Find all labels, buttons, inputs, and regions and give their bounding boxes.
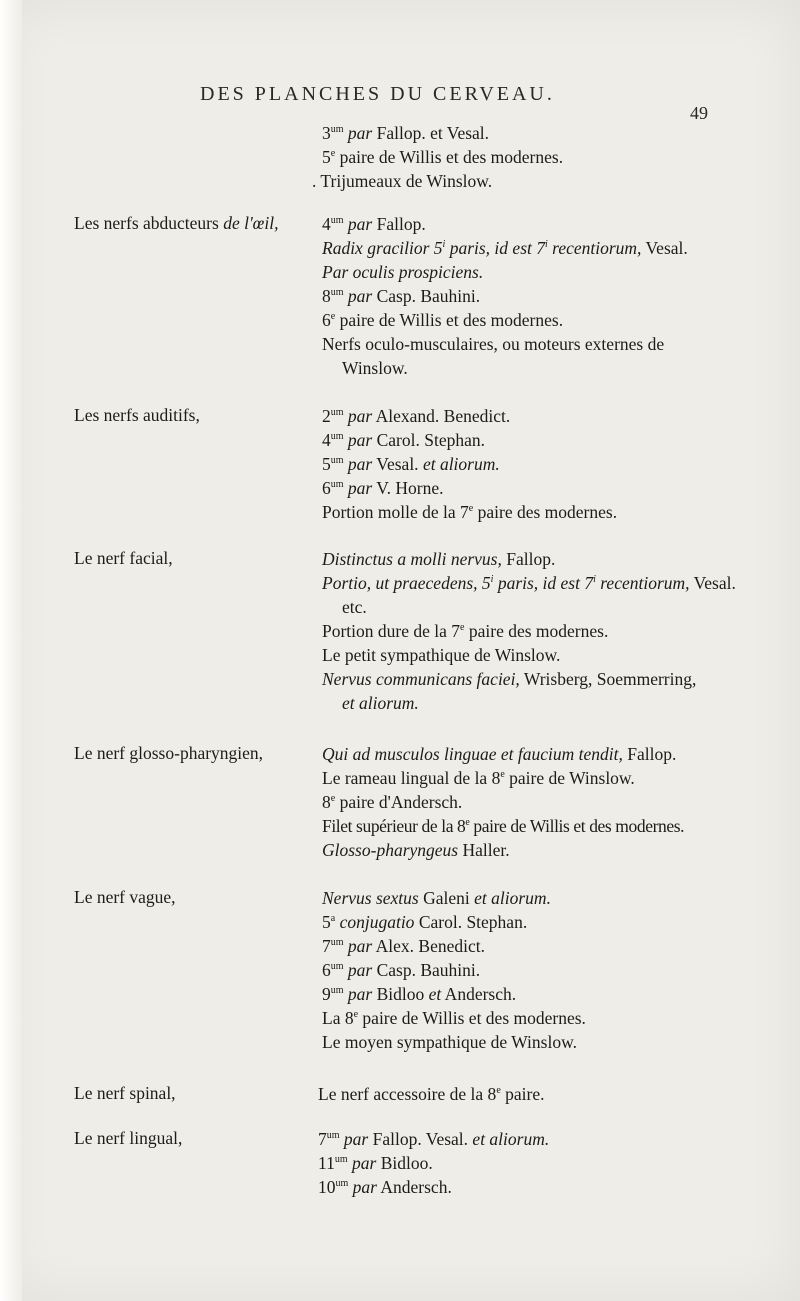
synonym-line: $10^{um}$ par Andersch. (318, 1177, 452, 1197)
synonym-line: $3^{um}$ par Fallop. et Vesal. (322, 123, 490, 143)
synonym-line: $6^{um}$ par V. Horne. (322, 478, 444, 498)
synonym-line: $11^{um}$ par Bidloo. (318, 1153, 433, 1173)
synonym-line: $6^{um}$ par Casp. Bauhini. (322, 960, 481, 980)
synonym-line: Portio, ut praecedens, 5$^i$ paris, id est 7$^i$ recentiorum, Vesal. (322, 573, 736, 593)
synonym-line: 6e paire de Willis et des modernes. (322, 310, 564, 330)
page-edge (0, 0, 22, 1301)
synonym-line: Glosso-pharyngeus Haller. (322, 840, 510, 860)
synonym-line: $7^{um}$ par Fallop. Vesal. et aliorum. (318, 1129, 550, 1149)
synonym-line: Par oculis prospiciens. (322, 262, 484, 282)
synonym-line: La 8e paire de Willis et des modernes. (322, 1008, 586, 1028)
synonym-line: 5$^a$ conjugatio Carol. Stephan. (322, 912, 528, 932)
synonym-line: $7^{um}$ par Alex. Benedict. (322, 936, 485, 956)
synonym-line: $2^{um}$ par Alexand. Benedict. (322, 406, 511, 426)
synonym-lines (312, 121, 564, 193)
entry-term: Le nerf lingual, (74, 1128, 183, 1148)
synonym-line: Qui ad musculos linguae et faucium tendit, Fallop. (322, 744, 677, 764)
synonym-line: Nervus sextus Galeni et aliorum. (322, 888, 551, 908)
entry-term: Le nerf glosso-pharyngien, (74, 743, 264, 763)
entry-term: Les nerfs abducteurs de l'œil, (74, 213, 279, 233)
synonym-line: $5^{um}$ par Vesal. et aliorum. (322, 454, 500, 474)
synonym-lines (322, 886, 586, 1054)
entry-term: Le nerf spinal, (74, 1083, 176, 1103)
synonym-line: . Trijumeaux de Winslow. (312, 171, 493, 191)
synonym-lines (322, 742, 684, 862)
synonym-line: Le petit sympathique de Winslow. (322, 645, 561, 665)
entry-term: Les nerfs auditifs, (74, 405, 200, 425)
synonym-lines (318, 1082, 545, 1106)
synonym-line: $8^{um}$ par Casp. Bauhini. (322, 286, 481, 306)
synonym-line: Distinctus a molli nervus, Fallop. (322, 549, 556, 569)
synonym-line: Le moyen sympathique de Winslow. (322, 1032, 577, 1052)
synonym-line: Winslow. (342, 358, 408, 378)
synonym-line: Nerfs oculo-musculaires, ou moteurs externes de (322, 334, 665, 354)
synonym-line: Portion dure de la 7e paire des modernes. (322, 621, 609, 641)
synonym-line: Nervus communicans faciei, Wrisberg, Soemmerring, (322, 669, 697, 689)
synonym-line: 8e paire d'Andersch. (322, 792, 463, 812)
synonym-line: Portion molle de la 7e paire des modernes. (322, 502, 618, 522)
synonym-line: $4^{um}$ par Carol. Stephan. (322, 430, 485, 450)
synonym-line: Filet supérieur de la 8e paire de Willis et des modernes. (322, 816, 685, 836)
synonym-line: Radix gracilior 5$^i$ paris, id est 7$^i$ recentiorum, Vesal. (322, 238, 688, 258)
synonym-line: etc. (342, 597, 367, 617)
synonym-line: et aliorum. (342, 693, 419, 713)
entry-term: Le nerf facial, (74, 548, 173, 568)
synonym-line: $9^{um}$ par Bidloo et Andersch. (322, 984, 517, 1004)
synonym-lines (322, 404, 617, 524)
synonym-lines (322, 212, 688, 380)
synonym-lines (322, 547, 736, 715)
page-number: 49 (690, 103, 708, 123)
synonym-line: Le rameau lingual de la 8e paire de Winslow. (322, 768, 635, 788)
running-title: DES PLANCHES DU CERVEAU. (200, 83, 555, 105)
synonym-line: Le nerf accessoire de la 8e paire. (318, 1084, 545, 1104)
synonym-line: 5e paire de Willis et des modernes. (322, 147, 564, 167)
synonym-line: $4^{um}$ par Fallop. (322, 214, 426, 234)
synonym-lines (318, 1127, 549, 1199)
entry-term: Le nerf vague, (74, 887, 176, 907)
